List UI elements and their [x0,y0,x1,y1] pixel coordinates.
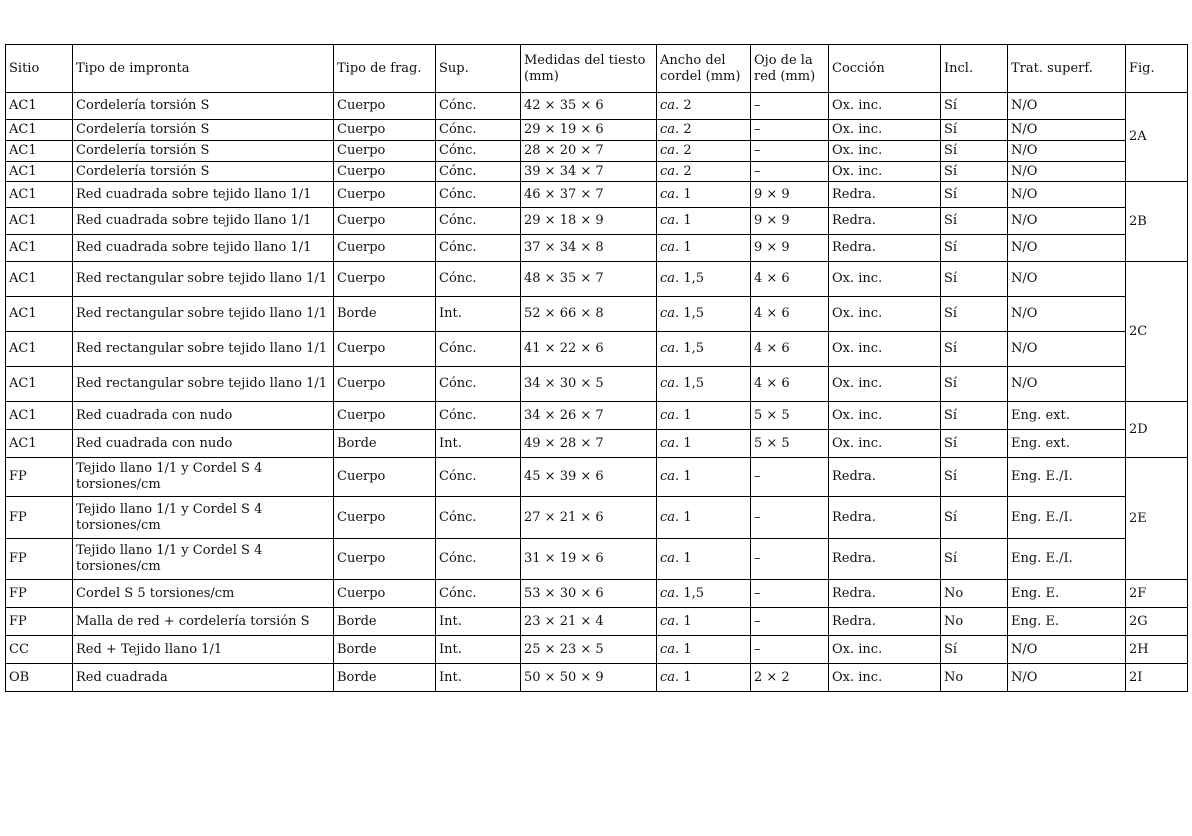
cell-medidas: 46 × 37 × 7 [521,182,657,208]
ca-label: ca. [660,669,680,685]
ca-label: ca. [660,469,680,484]
ancho-value: 1,5 [683,306,704,321]
cell-tipo-impronta: Red cuadrada sobre tejido llano 1/1 [73,235,334,262]
ca-label: ca. [660,376,680,391]
table-row [6,664,1188,692]
cell-sup: Int. [436,297,521,332]
cell-sup: Int. [436,430,521,458]
cell-incl: Sí [941,430,1008,458]
ancho-value: 2 [683,143,692,158]
ca-label: ca. [660,163,680,179]
ca-label: ca. [660,271,680,286]
cell-sitio: AC1 [6,208,73,235]
cell-trat: N/O [1008,208,1126,235]
ancho-value: 2 [683,163,692,179]
cell-sup: Cónc. [436,497,521,539]
cell-trat: Eng. E./I. [1008,497,1126,539]
cell-ancho [657,208,751,235]
cell-ancho [657,120,751,141]
table-body [6,93,1188,692]
cell-medidas: 34 × 30 × 5 [521,367,657,402]
cell-incl: Sí [941,262,1008,297]
table-row [6,141,1188,162]
cell-sitio: AC1 [6,162,73,182]
table-row [6,162,1188,182]
cell-sitio: AC1 [6,430,73,458]
cell-coccion: Ox. inc. [829,367,941,402]
cell-ojo: 9 × 9 [751,182,829,208]
cell-ancho [657,182,751,208]
ancho-value: 1,5 [683,585,704,601]
header-trat: Trat. superf. [1008,45,1126,93]
cell-tipo-frag: Borde [334,297,436,332]
cell-sitio: FP [6,608,73,636]
cell-tipo-impronta: Tejido llano 1/1 y Cordel S 4 torsiones/cm [73,497,334,539]
cell-tipo-frag: Cuerpo [334,539,436,580]
cell-coccion: Redra. [829,539,941,580]
cell-sup: Int. [436,636,521,664]
cell-tipo-impronta: Red rectangular sobre tejido llano 1/1 [73,262,334,297]
table-row [6,430,1188,458]
cell-tipo-impronta: Cordel S 5 torsiones/cm [73,580,334,608]
cell-coccion: Redra. [829,182,941,208]
table-row [6,93,1188,120]
table-row [6,262,1188,297]
cell-coccion: Ox. inc. [829,141,941,162]
cell-ojo: 4 × 6 [751,332,829,367]
cell-medidas: 29 × 19 × 6 [521,120,657,141]
ca-label: ca. [660,213,680,228]
cell-tipo-impronta: Cordelería torsión S [73,141,334,162]
cell-incl: Sí [941,402,1008,430]
cell-ojo: – [751,636,829,664]
cell-incl: Sí [941,539,1008,580]
header-ancho: Ancho del cordel (mm) [657,45,751,93]
cell-incl: Sí [941,497,1008,539]
cell-sitio: AC1 [6,235,73,262]
cell-sup: Cónc. [436,580,521,608]
ca-label: ca. [660,306,680,321]
cell-incl: Sí [941,162,1008,182]
cell-ancho [657,402,751,430]
cell-incl: Sí [941,297,1008,332]
cell-tipo-impronta: Red rectangular sobre tejido llano 1/1 [73,332,334,367]
cell-trat: Eng. E./I. [1008,539,1126,580]
cell-tipo-frag: Cuerpo [334,162,436,182]
ca-label: ca. [660,186,680,202]
cell-incl: Sí [941,141,1008,162]
cell-sitio: AC1 [6,332,73,367]
cell-medidas: 41 × 22 × 6 [521,332,657,367]
cell-incl: No [941,608,1008,636]
ca-label: ca. [660,435,680,451]
cell-tipo-impronta: Red cuadrada con nudo [73,402,334,430]
cell-coccion: Redra. [829,458,941,497]
cell-sup: Cónc. [436,235,521,262]
ancho-value: 1 [683,641,692,657]
cell-sup: Cónc. [436,93,521,120]
header-incl: Incl. [941,45,1008,93]
table-row [6,402,1188,430]
ancho-value: 1,5 [683,271,704,286]
cell-tipo-impronta: Tejido llano 1/1 y Cordel S 4 torsiones/cm [73,458,334,497]
cell-sitio: FP [6,458,73,497]
impronta-table [5,44,1188,692]
cell-sitio: AC1 [6,262,73,297]
cell-ancho [657,162,751,182]
cell-ojo: 4 × 6 [751,262,829,297]
header-sup: Sup. [436,45,521,93]
cell-tipo-frag: Cuerpo [334,367,436,402]
cell-sup: Int. [436,664,521,692]
cell-ancho [657,664,751,692]
table-row [6,332,1188,367]
table-row [6,208,1188,235]
cell-tipo-impronta: Cordelería torsión S [73,162,334,182]
cell-tipo-impronta: Red rectangular sobre tejido llano 1/1 [73,367,334,402]
cell-ancho [657,262,751,297]
table-row [6,497,1188,539]
cell-coccion: Ox. inc. [829,262,941,297]
cell-sup: Cónc. [436,120,521,141]
ca-label: ca. [660,98,680,113]
cell-tipo-frag: Cuerpo [334,120,436,141]
ancho-value: 2 [683,122,692,137]
ancho-value: 2 [683,98,692,113]
cell-trat: N/O [1008,297,1126,332]
cell-ojo: 5 × 5 [751,402,829,430]
cell-trat: N/O [1008,367,1126,402]
ca-label: ca. [660,143,680,158]
cell-ojo: 9 × 9 [751,235,829,262]
table-row [6,458,1188,497]
cell-sitio: AC1 [6,367,73,402]
cell-coccion: Ox. inc. [829,636,941,664]
cell-tipo-frag: Cuerpo [334,93,436,120]
cell-tipo-frag: Cuerpo [334,182,436,208]
cell-tipo-frag: Cuerpo [334,402,436,430]
cell-trat: Eng. ext. [1008,402,1126,430]
cell-ojo: – [751,458,829,497]
cell-medidas: 34 × 26 × 7 [521,402,657,430]
cell-fig: 2C [1126,262,1188,402]
table-row [6,235,1188,262]
ca-label: ca. [660,341,680,356]
ancho-value: 1,5 [683,376,704,391]
cell-sup: Cónc. [436,162,521,182]
cell-trat: N/O [1008,182,1126,208]
cell-incl: Sí [941,332,1008,367]
table-row [6,182,1188,208]
cell-coccion: Ox. inc. [829,664,941,692]
cell-coccion: Redra. [829,235,941,262]
cell-ancho [657,608,751,636]
cell-medidas: 48 × 35 × 7 [521,262,657,297]
cell-coccion: Ox. inc. [829,162,941,182]
cell-fig: 2G [1126,608,1188,636]
cell-sup: Cónc. [436,458,521,497]
cell-tipo-frag: Cuerpo [334,208,436,235]
cell-tipo-impronta: Red cuadrada con nudo [73,430,334,458]
ca-label: ca. [660,240,680,255]
cell-sitio: OB [6,664,73,692]
cell-sitio: FP [6,580,73,608]
cell-tipo-frag: Cuerpo [334,580,436,608]
cell-coccion: Ox. inc. [829,430,941,458]
cell-sitio: AC1 [6,297,73,332]
cell-ancho [657,636,751,664]
header-ojo: Ojo de la red (mm) [751,45,829,93]
cell-tipo-frag: Cuerpo [334,141,436,162]
cell-trat: Eng. E. [1008,608,1126,636]
header-tipo-frag: Tipo de frag. [334,45,436,93]
cell-trat: N/O [1008,93,1126,120]
cell-incl: Sí [941,182,1008,208]
cell-tipo-impronta: Tejido llano 1/1 y Cordel S 4 torsiones/cm [73,539,334,580]
cell-ancho [657,580,751,608]
cell-sup: Cónc. [436,539,521,580]
cell-sup: Cónc. [436,182,521,208]
cell-tipo-impronta: Malla de red + cordelería torsión S [73,608,334,636]
cell-coccion: Redra. [829,208,941,235]
table-row [6,580,1188,608]
cell-coccion: Ox. inc. [829,332,941,367]
cell-incl: No [941,664,1008,692]
cell-sitio: AC1 [6,141,73,162]
cell-ancho [657,497,751,539]
cell-tipo-frag: Cuerpo [334,262,436,297]
cell-medidas: 31 × 19 × 6 [521,539,657,580]
cell-fig: 2F [1126,580,1188,608]
cell-sup: Cónc. [436,332,521,367]
cell-incl: Sí [941,93,1008,120]
cell-fig: 2B [1126,182,1188,262]
cell-ancho [657,332,751,367]
cell-medidas: 45 × 39 × 6 [521,458,657,497]
cell-sitio: AC1 [6,402,73,430]
cell-tipo-frag: Cuerpo [334,332,436,367]
cell-trat: Eng. E./I. [1008,458,1126,497]
cell-ojo: – [751,608,829,636]
cell-ojo: 4 × 6 [751,367,829,402]
cell-ojo: – [751,93,829,120]
cell-medidas: 37 × 34 × 8 [521,235,657,262]
cell-ojo: 4 × 6 [751,297,829,332]
ancho-value: 1 [683,186,692,202]
cell-ancho [657,93,751,120]
ca-label: ca. [660,122,680,137]
table-row [6,297,1188,332]
cell-sup: Cónc. [436,141,521,162]
table-row [6,539,1188,580]
cell-incl: Sí [941,367,1008,402]
cell-coccion: Ox. inc. [829,297,941,332]
cell-fig: 2H [1126,636,1188,664]
cell-sup: Cónc. [436,262,521,297]
cell-fig: 2E [1126,458,1188,580]
cell-tipo-frag: Borde [334,608,436,636]
cell-trat: N/O [1008,141,1126,162]
cell-trat: N/O [1008,120,1126,141]
cell-ojo: 9 × 9 [751,208,829,235]
header-sitio: Sitio [6,45,73,93]
ancho-value: 1 [683,469,692,484]
cell-medidas: 50 × 50 × 9 [521,664,657,692]
cell-ojo: – [751,141,829,162]
cell-tipo-impronta: Cordelería torsión S [73,120,334,141]
cell-coccion: Redra. [829,497,941,539]
cell-ancho [657,297,751,332]
cell-sitio: FP [6,539,73,580]
cell-medidas: 42 × 35 × 6 [521,93,657,120]
table-row [6,120,1188,141]
cell-ojo: 2 × 2 [751,664,829,692]
table-row [6,608,1188,636]
cell-coccion: Redra. [829,608,941,636]
cell-ancho [657,430,751,458]
cell-incl: Sí [941,235,1008,262]
cell-sitio: AC1 [6,120,73,141]
cell-sitio: FP [6,497,73,539]
cell-coccion: Ox. inc. [829,93,941,120]
cell-trat: N/O [1008,162,1126,182]
cell-incl: Sí [941,120,1008,141]
cell-sitio: AC1 [6,182,73,208]
ca-label: ca. [660,585,680,601]
ca-label: ca. [660,551,680,566]
cell-fig: 2D [1126,402,1188,458]
ancho-value: 1 [683,240,692,255]
ancho-value: 1 [683,509,692,525]
cell-trat: N/O [1008,332,1126,367]
cell-tipo-frag: Cuerpo [334,235,436,262]
cell-medidas: 23 × 21 × 4 [521,608,657,636]
cell-medidas: 39 × 34 × 7 [521,162,657,182]
cell-sup: Cónc. [436,367,521,402]
ancho-value: 1 [683,669,692,685]
cell-trat: N/O [1008,235,1126,262]
ancho-value: 1,5 [683,341,704,356]
ca-label: ca. [660,613,680,629]
cell-tipo-frag: Cuerpo [334,458,436,497]
cell-sitio: CC [6,636,73,664]
header-medidas: Medidas del tiesto (mm) [521,45,657,93]
cell-ojo: – [751,539,829,580]
cell-medidas: 28 × 20 × 7 [521,141,657,162]
cell-tipo-impronta: Red rectangular sobre tejido llano 1/1 [73,297,334,332]
cell-trat: Eng. E. [1008,580,1126,608]
cell-trat: Eng. ext. [1008,430,1126,458]
cell-coccion: Redra. [829,580,941,608]
header-tipo-impronta: Tipo de impronta [73,45,334,93]
cell-incl: No [941,580,1008,608]
cell-medidas: 53 × 30 × 6 [521,580,657,608]
cell-fig: 2I [1126,664,1188,692]
cell-ancho [657,539,751,580]
header-coccion: Cocción [829,45,941,93]
ancho-value: 1 [683,551,692,566]
cell-tipo-frag: Borde [334,664,436,692]
cell-tipo-impronta: Red cuadrada sobre tejido llano 1/1 [73,182,334,208]
cell-sup: Int. [436,608,521,636]
cell-tipo-impronta: Cordelería torsión S [73,93,334,120]
cell-medidas: 29 × 18 × 9 [521,208,657,235]
cell-tipo-frag: Borde [334,430,436,458]
cell-sitio: AC1 [6,93,73,120]
cell-ojo: – [751,162,829,182]
cell-incl: Sí [941,636,1008,664]
cell-coccion: Ox. inc. [829,402,941,430]
cell-tipo-impronta: Red + Tejido llano 1/1 [73,636,334,664]
ca-label: ca. [660,641,680,657]
ca-label: ca. [660,407,680,423]
header-fig: Fig. [1126,45,1188,93]
table-row [6,636,1188,664]
cell-tipo-frag: Borde [334,636,436,664]
table-row [6,367,1188,402]
cell-incl: Sí [941,208,1008,235]
cell-ojo: – [751,580,829,608]
cell-ancho [657,458,751,497]
ancho-value: 1 [683,407,692,423]
cell-ancho [657,141,751,162]
ancho-value: 1 [683,435,692,451]
cell-tipo-impronta: Red cuadrada [73,664,334,692]
cell-medidas: 49 × 28 × 7 [521,430,657,458]
cell-tipo-frag: Cuerpo [334,497,436,539]
cell-ojo: – [751,120,829,141]
cell-coccion: Ox. inc. [829,120,941,141]
ancho-value: 1 [683,213,692,228]
ca-label: ca. [660,509,680,525]
cell-sup: Cónc. [436,208,521,235]
cell-medidas: 25 × 23 × 5 [521,636,657,664]
cell-sup: Cónc. [436,402,521,430]
cell-ancho [657,235,751,262]
cell-ojo: 5 × 5 [751,430,829,458]
cell-trat: N/O [1008,636,1126,664]
cell-tipo-impronta: Red cuadrada sobre tejido llano 1/1 [73,208,334,235]
cell-ojo: – [751,497,829,539]
cell-trat: N/O [1008,664,1126,692]
header-row [6,45,1188,93]
cell-incl: Sí [941,458,1008,497]
cell-medidas: 27 × 21 × 6 [521,497,657,539]
cell-fig: 2A [1126,93,1188,182]
cell-trat: N/O [1008,262,1126,297]
cell-medidas: 52 × 66 × 8 [521,297,657,332]
cell-ancho [657,367,751,402]
ancho-value: 1 [683,613,692,629]
